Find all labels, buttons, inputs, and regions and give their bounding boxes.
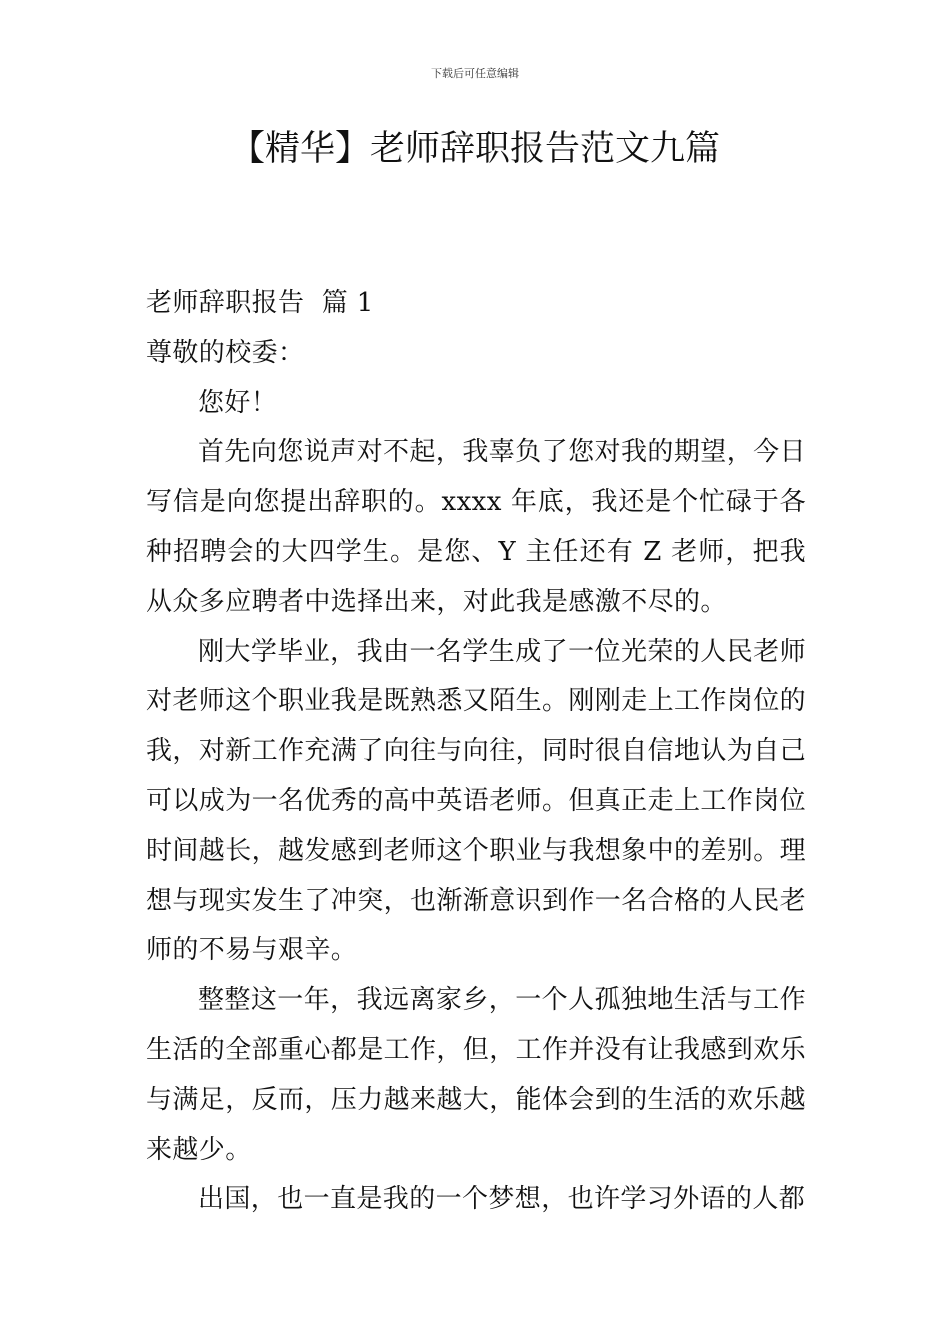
salutation: 尊敬的校委： [146,337,305,368]
document-body [146,279,806,1225]
paragraph: 刚大学毕业，我由一名学生成了一位光荣的人民老师对老师这个职业我是既熟悉又陌生。刚刚走上工作岗位的我，对新工作充满了向往与向往，同时很自信地认为自己可以成为一名优秀的高中英语老师。但真正走上工作岗位时间越长，越发感到老师这个职业与我想象中的差别。理想与现实发生了冲突，也渐渐意识到作一名合格的人民老师的不易与艰辛。 [146,636,807,966]
page-title: 【精华】老师辞职报告范文九篇 [229,129,720,169]
section-heading: 老师辞职报告 篇 1 [146,288,374,318]
paragraph: 整整这一年，我远离家乡，一个人孤独地生活与工作生活的全部重心都是工作，但，工作并没有让我感到欢乐与满足，反而，压力越来越大，能体会到的生活的欢乐越来越少。 [146,985,807,1165]
paragraph: 出国，也一直是我的一个梦想，也许学习外语的人都 [198,1184,806,1215]
header-note: 下载后可任意编辑 [431,67,519,80]
paragraph-greeting: 您好！ [198,387,278,418]
paragraph: 首先向您说声对不起，我辜负了您对我的期望，今日写信是向您提出辞职的。xxxx 年底，我还是个忙碌于各种招聘会的大四学生。是您、Y 主任还有 Z 老师，把我从众多应聘者中选择出来，对此我是感激不尽的。 [146,437,806,617]
